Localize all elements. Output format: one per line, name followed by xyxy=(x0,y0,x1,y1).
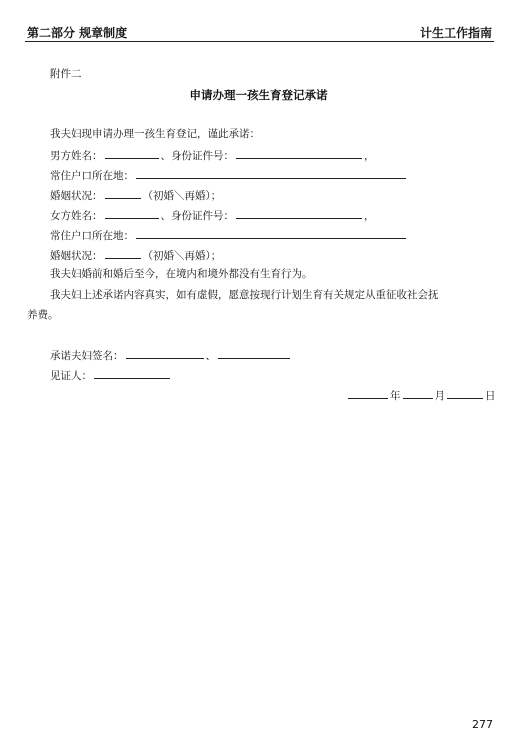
truthfulness-statement-line-2: 养费。 xyxy=(27,309,59,321)
male-marriage-blank[interactable] xyxy=(105,187,141,199)
female-residence-blank[interactable] xyxy=(136,227,406,239)
month-blank[interactable] xyxy=(403,387,433,399)
header-rule xyxy=(25,41,494,42)
female-name-blank[interactable] xyxy=(105,207,159,219)
male-name-blank[interactable] xyxy=(105,147,159,159)
female-marriage-options: （初婚＼再婚）； xyxy=(142,250,222,262)
date-row xyxy=(346,387,496,403)
witness-row xyxy=(50,367,172,383)
male-id-label: 、身份证件号： xyxy=(160,150,234,162)
intro-text: 我夫妇现申请办理一孩生育登记，谨此承诺： xyxy=(50,128,260,140)
female-id-tail: ， xyxy=(364,210,375,222)
day-blank[interactable] xyxy=(447,387,483,399)
female-id-blank[interactable] xyxy=(236,207,362,219)
male-residence-label: 常住户口所在地： xyxy=(50,170,134,182)
witness-blank[interactable] xyxy=(94,367,170,379)
male-marriage-row xyxy=(50,187,221,203)
male-marriage-label: 婚姻状况： xyxy=(50,190,103,202)
male-name-label: 男方姓名： xyxy=(50,150,103,162)
male-marriage-options: （初婚＼再婚）； xyxy=(142,190,222,202)
husband-signature-blank[interactable] xyxy=(126,347,204,359)
male-residence-row xyxy=(50,167,408,183)
male-identity-row xyxy=(50,147,375,163)
female-marriage-label: 婚姻状况： xyxy=(50,250,103,262)
signature-row xyxy=(50,347,292,363)
wife-signature-blank[interactable] xyxy=(218,347,290,359)
month-label: 月 xyxy=(434,390,445,402)
year-blank[interactable] xyxy=(348,387,388,399)
signature-label: 承诺夫妇签名： xyxy=(50,350,124,362)
female-residence-label: 常住户口所在地： xyxy=(50,230,134,242)
day-label: 日 xyxy=(485,390,496,402)
page-number: 277 xyxy=(472,718,493,731)
running-header-book-title: 计生工作指南 xyxy=(419,26,492,40)
female-id-label: 、身份证件号： xyxy=(160,210,234,222)
witness-label: 见证人： xyxy=(50,370,92,382)
document-title: 申请办理一孩生育登记承诺 xyxy=(189,88,328,102)
running-header-section: 第二部分 规章制度 xyxy=(27,26,128,40)
attachment-label: 附件二 xyxy=(50,68,82,80)
female-residence-row xyxy=(50,227,408,243)
male-residence-blank[interactable] xyxy=(136,167,406,179)
truthfulness-statement-line-1: 我夫妇上述承诺内容真实，如有虚假，愿意按现行计划生育有关规定从重征收社会抚 xyxy=(50,289,439,301)
year-label: 年 xyxy=(390,390,401,402)
female-identity-row xyxy=(50,207,375,223)
signature-separator: 、 xyxy=(205,350,216,362)
male-id-blank[interactable] xyxy=(236,147,362,159)
female-name-label: 女方姓名： xyxy=(50,210,103,222)
female-marriage-row xyxy=(50,247,221,263)
female-marriage-blank[interactable] xyxy=(105,247,141,259)
no-birth-statement: 我夫妇婚前和婚后至今，在境内和境外都没有生育行为。 xyxy=(50,268,313,280)
male-id-tail: ， xyxy=(364,150,375,162)
